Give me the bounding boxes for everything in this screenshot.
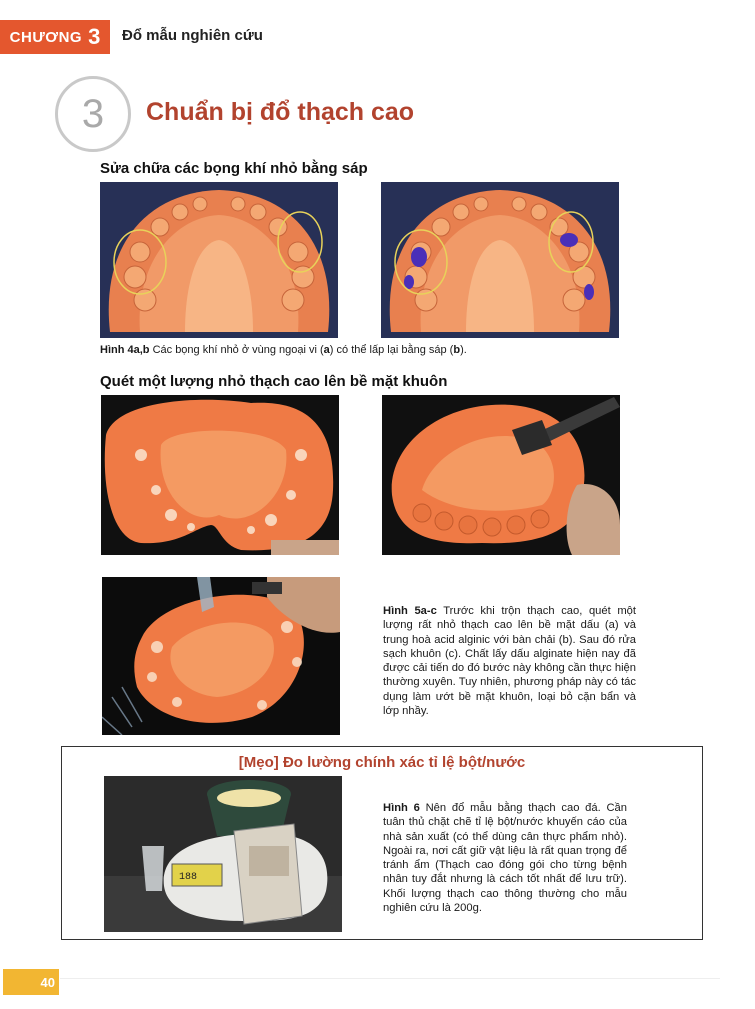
figure-5-caption bbox=[383, 604, 636, 718]
chapter-title: Đổ mẫu nghiên cứu bbox=[122, 27, 263, 44]
figure-5b-photo bbox=[382, 395, 620, 555]
figure-6-caption bbox=[383, 801, 627, 915]
part2-heading: Quét một lượng nhỏ thạch cao lên bề mặt khuôn bbox=[100, 373, 448, 390]
figure-4-text-1: Các bọng khí nhỏ ở vùng ngoại vi ( bbox=[149, 344, 324, 356]
section-number-badge bbox=[55, 76, 131, 152]
footer-divider bbox=[60, 978, 720, 979]
figure-6-text: Nên đổ mẫu bằng thạch cao đá. Cần tuân thủ chặt chẽ tỉ lệ bột/nước khuyến cáo của nhà sản xuất (có thể dùng cân thực phẩm nhỏ). Ngoài ra, nơi cất giữ vật liệu là rất quan trọng để tránh ẩm (Thạch cao đóng gói cho từng bệnh nhân tuy đắt nhưng là cách tốt nhất để lưu trữ). Khối lượng thạch cao thông thường cho mẫu nghiên cứu là 200g. bbox=[383, 802, 628, 915]
figure-5c-photo bbox=[102, 577, 340, 735]
figure-5-text: Trước khi trộn thạch cao, quét một lượng rất nhỏ thạch cao lên bề mặt dấu (a) và trung hoà acid alginic với bàn chải (b). Sau đó rửa sạch khuôn (c). Chất lấy dấu alginate hiện nay đã được cải tiến do đó bước này không cần thực hiện thường xuyên. Tuy nhiên, phương pháp này có tác dụng làm ướt bề mặt khuôn, loại bỏ cặn bẩn và lớp nhầy. bbox=[383, 605, 636, 718]
figure-4-ref-b: b bbox=[453, 344, 461, 356]
tip-title: [Mẹo] Đo lường chính xác tỉ lệ bột/nước bbox=[238, 754, 526, 771]
figure-4-ref-a: a bbox=[323, 344, 330, 356]
figure-5-label: Hình 5a-c bbox=[383, 605, 437, 617]
section-number: 3 bbox=[81, 91, 105, 136]
figure-4-label: Hình 4a,b bbox=[100, 344, 150, 356]
chapter-tab bbox=[0, 20, 110, 54]
figure-5a-photo bbox=[101, 395, 339, 555]
part1-heading: Sửa chữa các bọng khí nhỏ bằng sáp bbox=[100, 160, 368, 177]
chapter-number: 3 bbox=[88, 24, 101, 49]
figure-4-text-2: ) có thể lấp lại bằng sáp ( bbox=[329, 344, 454, 356]
figure-4-text-3: ). bbox=[460, 344, 467, 356]
figure-4b-photo bbox=[381, 182, 619, 338]
figure-6-label: Hình 6 bbox=[383, 802, 420, 814]
section-title: Chuẩn bị đổ thạch cao bbox=[146, 98, 415, 126]
chapter-word: CHƯƠNG bbox=[9, 28, 83, 46]
figure-6-photo bbox=[104, 776, 342, 932]
figure-4-caption bbox=[100, 343, 640, 357]
figure-4a-photo bbox=[100, 182, 338, 338]
page-number bbox=[3, 969, 59, 995]
svg-text:188: 188 bbox=[179, 872, 198, 883]
page-number-label: 40 bbox=[40, 974, 55, 990]
